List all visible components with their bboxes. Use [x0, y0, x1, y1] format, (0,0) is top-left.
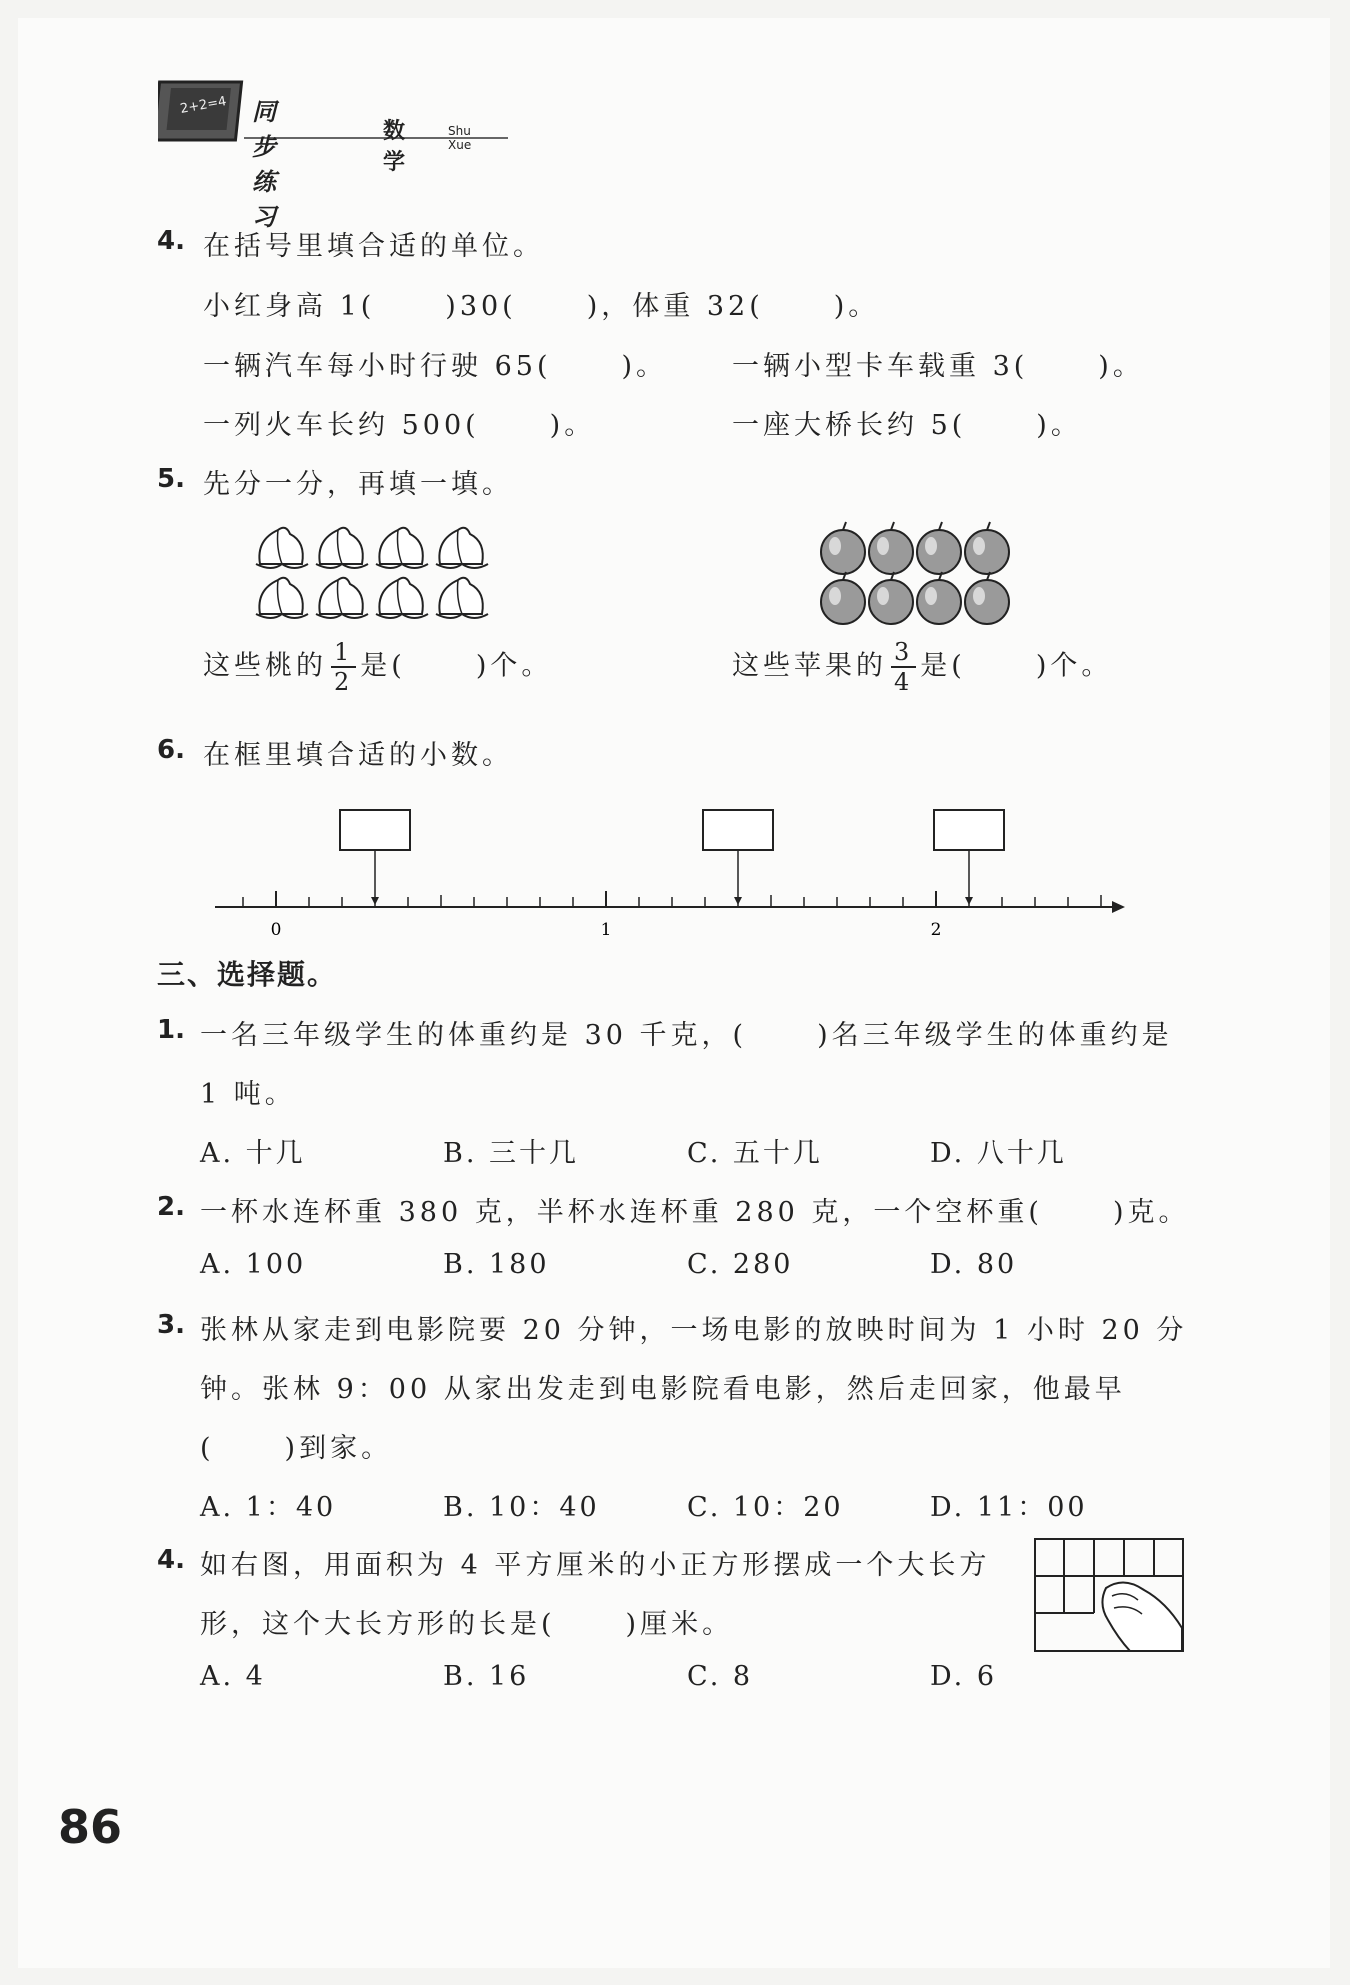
badge-text: 2+2=4 [179, 94, 228, 117]
peach-icon [256, 528, 308, 568]
s3-q4-option-b[interactable]: B. 16 [443, 1661, 530, 1692]
apple-icon [821, 572, 865, 624]
apple-icon [869, 572, 913, 624]
peach-icon [256, 578, 308, 618]
apple-icon [965, 572, 1009, 624]
q5-prompt: 先分一分，再填一填。 [203, 469, 513, 500]
number-line [200, 800, 1140, 950]
q4-line3-right: 一座大桥长约 5( )。 [732, 410, 1082, 441]
q4-line1: 小红身高 1( )30( )，体重 32( )。 [203, 291, 880, 322]
q4-line2-left: 一辆汽车每小时行驶 65( )。 [203, 351, 668, 382]
apple-icon [965, 522, 1009, 574]
s3-q4-option-c[interactable]: C. 8 [687, 1661, 754, 1692]
q4-line3-left: 一列火车长约 500( )。 [203, 410, 596, 441]
apple-icon [869, 522, 913, 574]
peach-icon [376, 528, 428, 568]
subject-label: 数学 [383, 119, 406, 175]
peach-group [250, 520, 510, 630]
q5-right-text: 这些苹果的 $\frac{3}{4}$ 是( )个。 [732, 638, 1113, 696]
tick-label-2: 2 [930, 920, 942, 940]
subject-pinyin: Shu Xue [448, 124, 472, 152]
peach-icon [436, 578, 488, 618]
s3-q1-option-d[interactable]: D. 八十几 [930, 1138, 1067, 1169]
tick-label-0: 0 [270, 920, 282, 940]
fraction-three-quarters: $\frac{3}{4}$ [891, 638, 916, 696]
page-number: 86 [58, 1800, 123, 1854]
answer-box[interactable] [934, 810, 1004, 850]
s3-q1-line2: 1 吨。 [200, 1079, 296, 1110]
s3-q3-option-b[interactable]: B. 10：40 [443, 1492, 600, 1523]
answer-box[interactable] [340, 810, 410, 850]
apple-group [815, 520, 1025, 630]
peach-icon [316, 578, 368, 618]
pointer-arrow-icon [965, 897, 973, 905]
apple-icon [821, 522, 865, 574]
s3-q2-number: 2. [157, 1192, 185, 1222]
apple-icon [917, 522, 961, 574]
s3-q1-line1: 一名三年级学生的体重约是 30 千克，( )名三年级学生的体重约是 [200, 1020, 1173, 1051]
q5-number: 5. [157, 464, 185, 494]
s3-q1-option-c[interactable]: C. 五十几 [687, 1138, 823, 1169]
s3-q2-option-c[interactable]: C. 280 [687, 1249, 794, 1280]
pointer-arrow-icon [371, 897, 379, 905]
q4-prompt: 在括号里填合适的单位。 [203, 231, 544, 262]
s3-q1-option-a[interactable]: A. 十几 [200, 1138, 306, 1169]
s3-q4-option-a[interactable]: A. 4 [200, 1661, 266, 1692]
q5-left-text: 这些桃的 $\frac{1}{2}$ 是( )个。 [203, 638, 553, 696]
pointer-arrow-icon [734, 897, 742, 905]
s3-q3-option-c[interactable]: C. 10：20 [687, 1492, 844, 1523]
answer-box[interactable] [703, 810, 773, 850]
s3-q1-number: 1. [157, 1015, 185, 1045]
s3-q4-line2: 形，这个大长方形的长是( )厘米。 [200, 1609, 734, 1640]
s3-q2-option-d[interactable]: D. 80 [930, 1249, 1018, 1280]
series-title: 同步练习 [252, 98, 276, 231]
s3-q3-line3: ( )到家。 [200, 1433, 393, 1464]
s3-q4-option-d[interactable]: D. 6 [930, 1661, 998, 1692]
section-title: 三、选择题。 [157, 958, 338, 991]
apple-icon [917, 572, 961, 624]
s3-q3-line1: 张林从家走到电影院要 20 分钟，一场电影的放映时间为 1 小时 20 分 [200, 1315, 1188, 1346]
fraction-one-half: $\frac{1}{2}$ [331, 638, 356, 696]
peach-icon [316, 528, 368, 568]
q4-line2-right: 一辆小型卡车载重 3( )。 [732, 351, 1144, 382]
q4-number: 4. [157, 226, 185, 256]
s3-q4-number: 4. [157, 1545, 185, 1575]
tick-label-1: 1 [600, 920, 612, 940]
q6-number: 6. [157, 735, 185, 765]
arrow-head-icon [1112, 901, 1125, 913]
square-grid-figure [1034, 1538, 1186, 1656]
q6-prompt: 在框里填合适的小数。 [203, 740, 513, 771]
s3-q3-option-d[interactable]: D. 11：00 [930, 1492, 1088, 1523]
s3-q2-option-b[interactable]: B. 180 [443, 1249, 550, 1280]
s3-q4-line1: 如右图，用面积为 4 平方厘米的小正方形摆成一个大长方 [200, 1550, 991, 1581]
s3-q1-option-b[interactable]: B. 三十几 [443, 1138, 580, 1169]
s3-q3-number: 3. [157, 1310, 185, 1340]
s3-q2-option-a[interactable]: A. 100 [200, 1249, 307, 1280]
hand-icon [1102, 1582, 1182, 1651]
s3-q3-line2: 钟。张林 9：00 从家出发走到电影院看电影，然后走回家，他最早 [200, 1374, 1126, 1405]
peach-icon [376, 578, 428, 618]
s3-q2-line1: 一杯水连杯重 380 克，半杯水连杯重 280 克，一个空杯重( )克。 [200, 1197, 1190, 1228]
peach-icon [436, 528, 488, 568]
s3-q3-option-a[interactable]: A. 1：40 [200, 1492, 337, 1523]
